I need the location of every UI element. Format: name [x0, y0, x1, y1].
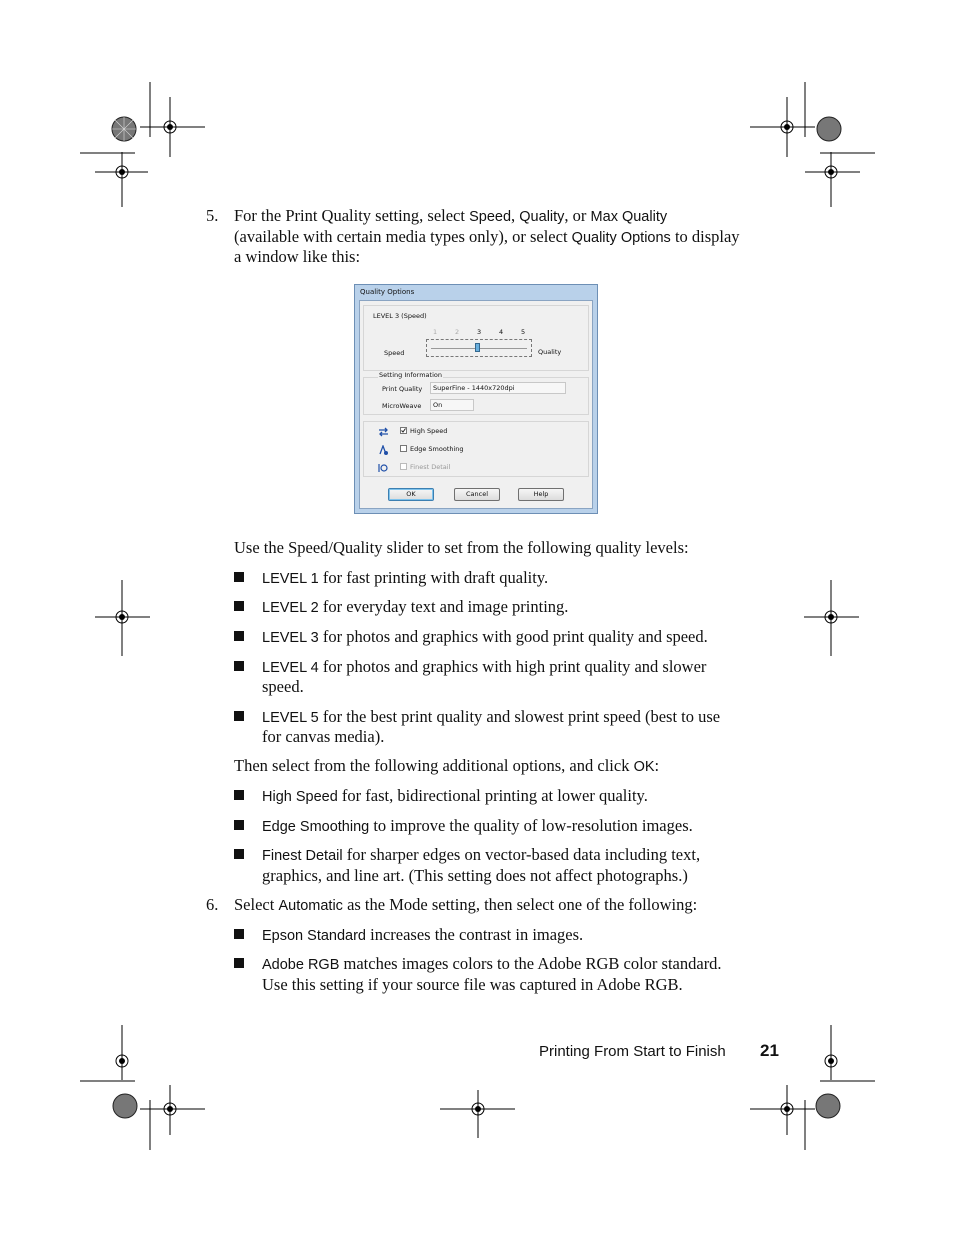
high-speed-checkbox[interactable]	[400, 427, 407, 434]
list-item-level-3	[262, 626, 708, 649]
mode-desc: increases the contrast in images.	[366, 925, 584, 944]
list-item-level-5-cont: for canvas media).	[262, 727, 385, 746]
step-6-number: 6.	[206, 895, 219, 914]
high-speed-label: High Speed	[410, 427, 448, 435]
crop-mark-mid-right	[804, 580, 864, 656]
level-name: LEVEL 2	[262, 600, 319, 616]
tick-3: 3	[477, 328, 482, 336]
crop-mark-mid-left	[95, 580, 155, 656]
max-quality-term: Max Quality	[590, 209, 668, 225]
level-desc: for everyday text and image printing.	[318, 597, 569, 616]
ok-term: OK	[633, 759, 655, 775]
list-item-edge-smoothing	[262, 815, 693, 838]
print-quality-value: SuperFine - 1440x720dpi	[433, 384, 515, 392]
speed-quality-slider[interactable]	[426, 339, 532, 357]
option-desc: for fast, bidirectional printing at lower quality.	[337, 786, 648, 805]
bullet	[234, 849, 244, 859]
slider-speed-label: Speed	[384, 349, 405, 357]
list-item-adobe-rgb-cont: Use this setting if your source file was captured in Adobe RGB.	[262, 975, 683, 994]
finest-detail-icon	[378, 463, 389, 473]
option-name: Edge Smoothing	[262, 819, 370, 835]
quality-options-dialog	[354, 284, 598, 514]
level-desc: for photos and graphics with high print quality and slower	[318, 657, 707, 676]
bullet	[234, 820, 244, 830]
edge-smoothing-icon	[378, 445, 389, 455]
step-5-text: For the Print Quality setting, select	[234, 206, 470, 225]
list-item-finest-detail-cont: graphics, and line art. (This setting does not affect photographs.)	[262, 866, 688, 885]
then-select-text	[234, 755, 659, 778]
step-5-text: to display	[670, 227, 740, 246]
microweave-value: On	[433, 401, 443, 409]
step-5-line-3: a window like this:	[234, 247, 361, 266]
slider-intro: Use the Speed/Quality slider to set from the following quality levels:	[234, 538, 689, 557]
dialog-title: Quality Options	[360, 288, 415, 296]
bullet	[234, 929, 244, 939]
list-item-epson-standard	[262, 924, 583, 947]
level-desc: for photos and graphics with good print quality and speed.	[318, 627, 708, 646]
dialog-body	[359, 300, 593, 509]
cancel-button[interactable]: Cancel	[454, 488, 500, 501]
level-desc: for the best print quality and slowest print speed (best to use	[318, 707, 721, 726]
crop-mark-bottom-left	[80, 1025, 210, 1155]
mode-desc: matches images colors to the Adobe RGB color standard.	[339, 954, 722, 973]
step-6-a: Select	[234, 895, 279, 914]
tick-4: 4	[499, 328, 504, 336]
crop-mark-top-left	[80, 82, 210, 212]
options-group	[363, 421, 589, 477]
bullet	[234, 790, 244, 800]
quality-options-term: Quality Options	[571, 230, 671, 246]
bullet	[234, 661, 244, 671]
crop-mark-top-right	[745, 82, 875, 212]
finest-detail-label: Finest Detail	[410, 463, 451, 471]
mode-name: Epson Standard	[262, 928, 366, 944]
bullet	[234, 631, 244, 641]
tick-2: 2	[455, 328, 460, 336]
footer-title: Printing From Start to Finish	[539, 1043, 726, 1060]
list-item-finest-detail	[262, 844, 700, 867]
setting-information-label: Setting Information	[379, 371, 442, 379]
option-name: High Speed	[262, 789, 338, 805]
option-desc: to improve the quality of low-resolution images.	[369, 816, 693, 835]
level-name: LEVEL 1	[262, 571, 319, 587]
then-select-b: :	[654, 756, 660, 775]
high-speed-icon	[378, 427, 389, 437]
then-select-a: Then select from the following additional options, and click	[234, 756, 634, 775]
slider-quality-label: Quality	[538, 348, 562, 356]
step-5-number: 5.	[206, 206, 219, 225]
crop-mark-bottom-center	[440, 1090, 516, 1140]
automatic-term: Automatic	[278, 898, 343, 914]
level-name: LEVEL 4	[262, 660, 319, 676]
finest-detail-checkbox[interactable]	[400, 463, 407, 470]
level-desc: for fast printing with draft quality.	[318, 568, 549, 587]
list-item-adobe-rgb	[262, 953, 722, 976]
level-label: LEVEL 3 (Speed)	[373, 312, 427, 320]
speed-term: Speed	[469, 209, 512, 225]
bullet	[234, 711, 244, 721]
print-quality-label: Print Quality	[382, 385, 423, 393]
option-name: Finest Detail	[262, 848, 343, 864]
slider-thumb[interactable]	[475, 343, 480, 352]
option-desc: for sharper edges on vector-based data including text,	[342, 845, 701, 864]
step-5-text: (available with certain media types only), or select	[234, 227, 572, 246]
bullet	[234, 601, 244, 611]
step-5-line-1	[234, 205, 667, 228]
sep: ,	[511, 206, 520, 225]
list-item-level-2	[262, 596, 568, 619]
mode-name: Adobe RGB	[262, 957, 340, 973]
step-6-b: as the Mode setting, then select one of the following:	[342, 895, 698, 914]
list-item-level-4	[262, 656, 706, 679]
tick-5: 5	[521, 328, 526, 336]
help-button[interactable]: Help	[518, 488, 564, 501]
quality-term: Quality	[519, 209, 565, 225]
edge-smoothing-checkbox[interactable]	[400, 445, 407, 452]
step-6-line	[234, 894, 697, 917]
bullet	[234, 958, 244, 968]
list-item-level-4-cont: speed.	[262, 677, 304, 696]
list-item-high-speed	[262, 785, 648, 808]
level-name: LEVEL 3	[262, 630, 319, 646]
edge-smoothing-label: Edge Smoothing	[410, 445, 464, 453]
list-item-level-1	[262, 567, 548, 590]
level-name: LEVEL 5	[262, 710, 319, 726]
page-number: 21	[760, 1041, 779, 1060]
ok-button[interactable]: OK	[388, 488, 434, 501]
tick-1: 1	[433, 328, 438, 336]
sep: , or	[564, 206, 591, 225]
microweave-label: MicroWeave	[382, 402, 422, 410]
bullet	[234, 572, 244, 582]
